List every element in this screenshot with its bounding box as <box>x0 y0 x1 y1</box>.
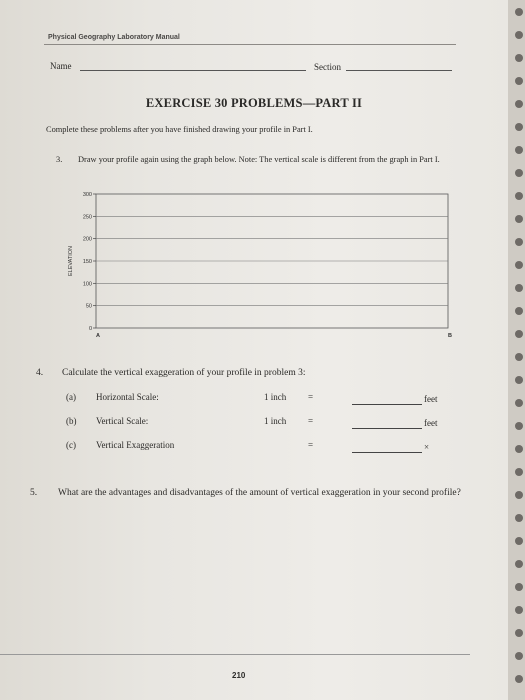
y-tick-label: 250 <box>82 214 92 221</box>
row-b-unit: feet <box>424 418 438 428</box>
binder-hole <box>515 146 523 154</box>
row-c-label: Vertical Exaggeration <box>96 440 175 450</box>
name-blank <box>80 70 306 71</box>
row-a-unit: feet <box>424 394 438 404</box>
y-tick-label: 300 <box>82 192 92 198</box>
binder-hole <box>515 399 523 407</box>
footer-rule <box>0 654 470 655</box>
problem-4-text: Calculate the vertical exaggeration of your profile in problem 3: <box>62 368 306 378</box>
binder-hole <box>515 491 523 499</box>
row-c-letter: (c) <box>66 440 76 450</box>
instructions: Complete these problems after you have finished drawing your profile in Part I. <box>46 125 313 134</box>
y-tick-label: 100 <box>82 281 92 288</box>
row-a-letter: (a) <box>66 392 76 402</box>
binder-hole <box>515 652 523 660</box>
binder-hole <box>515 376 523 384</box>
problem-4-number: 4. <box>36 368 44 378</box>
problem-3-text: Draw your profile again using the graph below. Note: The vertical scale is different from the graph in Part I. <box>78 155 440 164</box>
problem-3-number: 3. <box>56 155 63 164</box>
binder-hole <box>515 468 523 476</box>
binder-hole <box>515 8 523 16</box>
binder-hole <box>515 422 523 430</box>
binder-hole-strip <box>508 0 525 700</box>
horizontal-scale-blank[interactable] <box>352 404 422 405</box>
elevation-profile-graph <box>62 188 462 348</box>
binder-hole <box>515 215 523 223</box>
point-a-label: A <box>96 333 100 339</box>
row-a-label: Horizontal Scale: <box>96 392 159 402</box>
y-tick-label: 200 <box>82 236 92 243</box>
binder-hole <box>515 238 523 246</box>
vertical-exaggeration-blank[interactable] <box>352 452 422 453</box>
binder-hole <box>515 169 523 177</box>
y-tick-label: 150 <box>82 259 92 265</box>
row-b-letter: (b) <box>66 416 77 426</box>
binder-hole <box>515 100 523 108</box>
binder-hole <box>515 353 523 361</box>
section-blank <box>346 70 452 71</box>
binder-hole <box>515 560 523 568</box>
header-rule <box>44 44 456 45</box>
y-axis-label: ELEVATION <box>68 245 74 277</box>
row-b-equals: = <box>308 416 314 426</box>
binder-hole <box>515 629 523 637</box>
binder-hole <box>515 31 523 39</box>
section-label: Section <box>314 62 341 72</box>
problem-5-number: 5. <box>30 488 38 498</box>
binder-hole <box>515 514 523 522</box>
binder-hole <box>515 123 523 131</box>
row-b-left: 1 inch <box>264 416 287 426</box>
binder-hole <box>515 606 523 614</box>
binder-hole <box>515 77 523 85</box>
binder-hole <box>515 307 523 315</box>
page-title: EXERCISE 30 PROBLEMS—PART II <box>145 96 363 110</box>
name-label: Name <box>50 61 72 71</box>
row-c-equals: = <box>308 440 314 450</box>
manual-title: Physical Geography Laboratory Manual <box>48 34 180 41</box>
binder-hole <box>515 583 523 591</box>
binder-hole <box>515 284 523 292</box>
binder-hole <box>515 261 523 269</box>
binder-hole <box>515 537 523 545</box>
page-number: 210 <box>232 671 246 680</box>
y-tick-label: 50 <box>85 303 92 310</box>
y-tick-label: 0 <box>88 326 92 332</box>
problem-5-text: What are the advantages and disadvantages of the amount of vertical exaggeration in your second profile? <box>58 488 461 498</box>
binder-hole <box>515 445 523 453</box>
row-a-equals: = <box>308 392 314 402</box>
binder-hole <box>515 192 523 200</box>
binder-hole <box>515 675 523 683</box>
point-b-label: B <box>448 333 452 339</box>
binder-hole <box>515 330 523 338</box>
row-c-unit: × <box>424 442 430 452</box>
binder-hole <box>515 54 523 62</box>
vertical-scale-blank[interactable] <box>352 428 422 429</box>
row-b-label: Vertical Scale: <box>96 416 149 426</box>
row-a-left: 1 inch <box>264 392 287 402</box>
